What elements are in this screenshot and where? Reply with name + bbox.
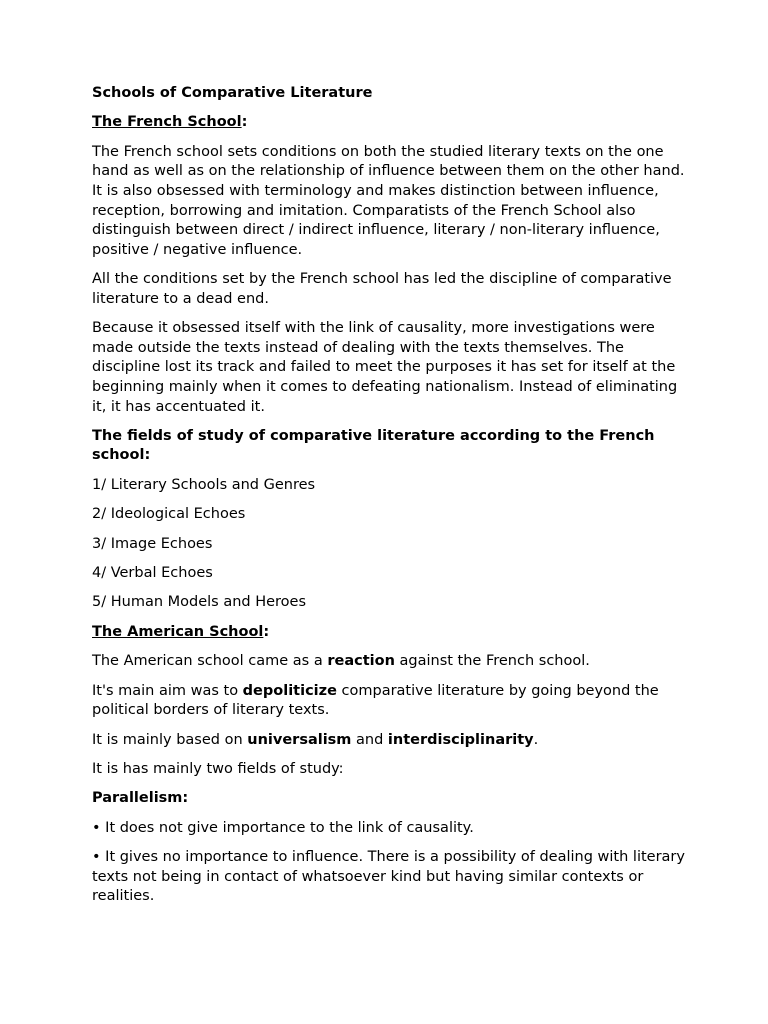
aim-post: comparative literature by going beyond the political borders of literary texts. [92, 682, 659, 719]
parallelism-bullet-2: • It gives no importance to influence. There is a possibility of dealing with literary texts not being in contact of whatsoever kind but having similar contexts or realities. [92, 849, 685, 905]
field-item-2: 2/ Ideological Echoes [92, 506, 246, 523]
reaction-bold: reaction [327, 653, 395, 670]
parallelism-heading: Parallelism: [92, 790, 189, 807]
french-school-heading [92, 113, 692, 133]
american-based-paragraph [92, 731, 692, 751]
based-pre: It is mainly based on [92, 731, 248, 748]
document-body [92, 84, 692, 917]
field-item-4: 4/ Verbal Echoes [92, 565, 213, 582]
document-title: Schools of Comparative Literature [92, 85, 373, 101]
aim-pre: It's main aim was to [92, 682, 243, 699]
french-paragraph-3: Because it obsessed itself with the link of causality, more investigations were made outside the texts instead of dealing with the texts themselves. The discipline lost its track and failed to meet the purposes it has set for itself at the beginning mainly when it comes to defeating nationalism. Instead of eliminating it, it has accentuated it. [92, 320, 678, 415]
field-item-3: 3/ Image Echoes [92, 535, 213, 552]
based-post: . [533, 731, 539, 748]
french-school-heading-text: The French School [92, 114, 242, 131]
parallelism-bullet-1: • It does not give importance to the link of causality. [92, 819, 474, 836]
french-school-heading-colon: : [241, 114, 248, 131]
french-paragraph-2: All the conditions set by the French school has led the discipline of comparative literature to a dead end. [92, 271, 672, 307]
based-mid: and [351, 731, 388, 748]
field-item-1: 1/ Literary Schools and Genres [92, 476, 316, 493]
french-paragraph-1: The French school sets conditions on both the studied literary texts on the one hand as well as on the relationship of influence between them on the other hand. It is also obsessed with terminology and makes distinction between influence, reception, borrowing and imitation. Comparatists of the French School also distinguish between direct / indirect influence, literary / non-literary influence, positive / negative influence. [92, 143, 685, 258]
reaction-pre: The American school came as a [92, 653, 328, 670]
american-school-heading-colon: : [263, 623, 270, 640]
aim-bold: depoliticize [242, 682, 337, 699]
reaction-post: against the French school. [394, 653, 590, 670]
field-item-5: 5/ Human Models and Heroes [92, 594, 307, 611]
american-aim-paragraph [92, 682, 692, 721]
based-bold-1: universalism [247, 731, 352, 748]
based-bold-2: interdisciplinarity [387, 731, 534, 748]
american-reaction-paragraph [92, 652, 692, 672]
american-fields-intro: It is has mainly two fields of study: [92, 760, 344, 777]
french-fields-heading: The fields of study of comparative literature according to the French school: [92, 427, 655, 464]
american-school-heading-text: The American School [92, 623, 264, 640]
american-school-heading [92, 623, 692, 643]
